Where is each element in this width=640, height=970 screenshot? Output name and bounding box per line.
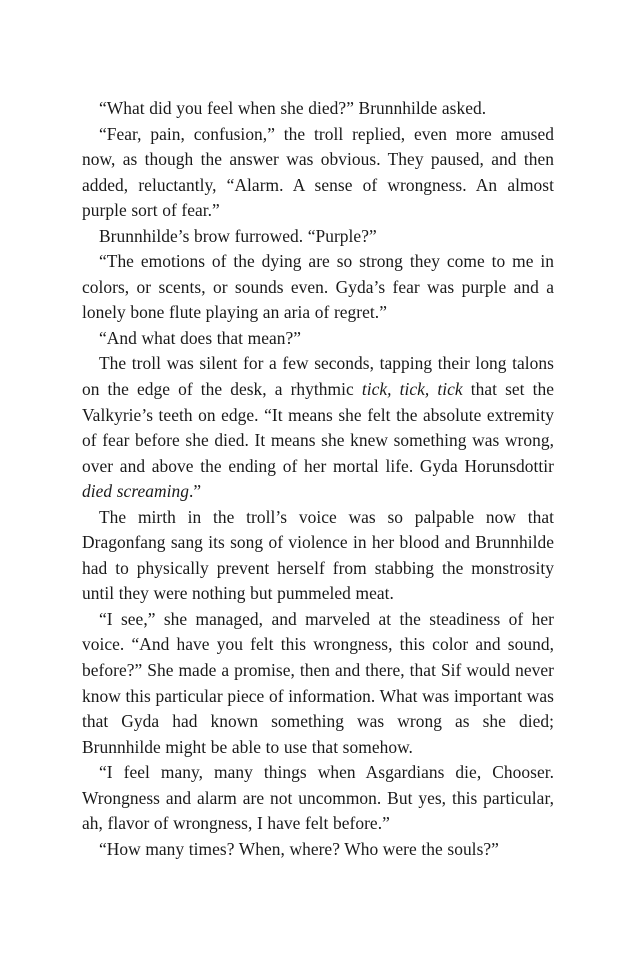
body-text: The troll was silent for a few seconds, tapping their long talons on the edge of the desk, a rhythmic (82, 353, 554, 400)
paragraph (82, 249, 554, 326)
body-text: .” (189, 481, 202, 502)
body-text: “The emotions of the dying are so strong they come to me in colors, or scents, or sounds even. Gyda’s fear was purple and a lonely bone flute playing an aria of regret.” (82, 251, 554, 323)
body-text: “How many times? When, where? Who were the souls?” (99, 838, 499, 859)
paragraph (82, 122, 554, 224)
body-text: that set the Valkyrie’s teeth on edge. “It means she felt the absolute extremity of fear before she died. It means she knew something was wrong, over and above the ending of her mortal life. Gyda Horunsdottir (82, 379, 555, 476)
paragraph (82, 326, 554, 352)
emphasis-text: died screaming (82, 481, 189, 502)
body-text: The mirth in the troll’s voice was so palpable now that Dragonfang sang its song of violence in her blood and Brunnhilde had to physically prevent herself from stabbing the monstrosity until they were nothing but pummeled meat. (82, 506, 554, 604)
emphasis-text: tick, tick, tick (361, 379, 463, 400)
paragraph (82, 351, 554, 504)
body-text: “I feel many, many things when Asgardians die, Chooser. Wrongness and alarm are not uncommon. But yes, this particular, ah, flavor of wrongness, I have felt before.” (82, 762, 554, 834)
paragraph (82, 760, 554, 837)
paragraph (82, 607, 554, 760)
body-text: “I see,” she managed, and marveled at the steadiness of her voice. “And have you felt this wrongness, this color and sound, before?” She made a promise, then and there, that Sif would never know this particular piece of information. What was important was that Gyda had known something was wrong as she died; Brunnhilde might be able to use that somehow. (82, 608, 554, 757)
paragraph (82, 224, 554, 250)
paragraph (82, 96, 554, 122)
page-text-block (82, 96, 554, 862)
body-text: “What did you feel when she died?” Brunnhilde asked. (99, 98, 487, 118)
body-text: “And what does that mean?” (99, 327, 302, 348)
body-text: Brunnhilde’s brow furrowed. “Purple?” (99, 225, 377, 246)
paragraph (82, 505, 554, 607)
paragraph (82, 837, 554, 863)
body-text: “Fear, pain, confusion,” the troll replied, even more amused now, as though the answer was obvious. They paused, and then added, reluctantly, “Alarm. A sense of wrongness. An almost purple sort of fear.” (82, 123, 554, 221)
